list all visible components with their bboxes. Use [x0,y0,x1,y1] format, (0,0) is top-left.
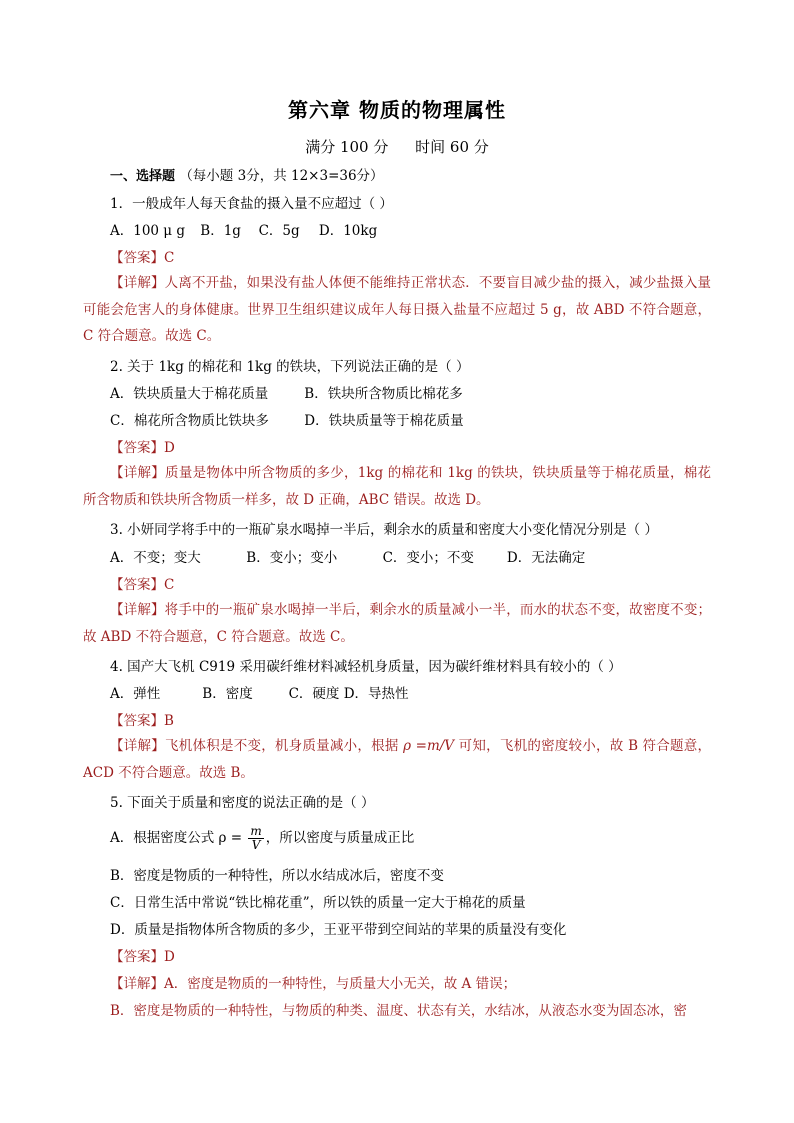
q5-detail-line2: B．密度是物质的一种特性，与物质的种类、温度、状态有关，水结冰，从液态水变为固态冰，密 [110,1003,687,1019]
fraction-numerator: m [250,824,262,838]
q2-option-c: C．棉花所含物质比铁块多 [110,413,269,429]
fraction-denominator: V [251,838,261,852]
time-label: 时间 60 分 [415,138,489,156]
q3-answer: 【答案】C [110,577,175,593]
q3-option-c: C．变小；不变 [382,550,474,566]
q3-option-b: B．变小；变小 [246,550,338,566]
score-label: 满分 100 分 [305,138,389,156]
section-heading [110,166,710,187]
q1-detail: 【详解】人离不开盐，如果没有盐人体便不能维持正常状态．不要盲目减少盐的摄入，减少盐摄入量可能会危害人的身体健康。世界卫生组织建议成年人每日摄入盐量不应超过 5 g，故 ABD 不符合题意，C 符合题意。故选 C。 [83,275,711,344]
q1-answer: 【答案】C [110,250,175,266]
q2-answer: 【答案】D [110,440,175,456]
q4-detail [83,733,711,786]
density-fraction [248,825,263,852]
q5-option-d: D．质量是指物体所含物质的多少，王亚平带到空间站的苹果的质量没有变化 [110,922,567,938]
q3-detail: 【详解】将手中的一瓶矿泉水喝掉一半后，剩余水的质量减小一半，而水的状态不变，故密度不变；故 ABD 不符合题意，C 符合题意。故选 C。 [83,602,711,645]
q4-option-a: A．弹性 [110,686,161,702]
density-formula: ρ =m/V [403,738,455,754]
q1-option-c: C．5g [258,223,300,239]
q2-options-row2 [110,411,710,431]
q1-option-b: B．1g [200,223,241,239]
section-note: （每小题 3分，共 12×3=36分） [179,168,384,184]
q4-detail-start: 【详解】飞机体积是不变，机身质量减小，根据 [110,738,404,754]
q5-option-b: B．密度是物质的一种特性，所以水结成冰后，密度不变 [110,868,444,884]
q2-option-d: D．铁块质量等于棉花质量 [304,413,464,429]
q5-answer: 【答案】D [110,949,175,965]
q2-option-a: A．铁块质量大于棉花质量 [110,386,269,402]
q1-stem: 1．一般成年人每天食盐的摄入量不应超过（ ） [110,196,393,212]
page-subtitle [0,136,794,157]
q2-options-row1 [110,384,710,404]
q3-option-a: A．不变；变大 [110,550,201,566]
q3-option-d: D．无法确定 [506,550,586,566]
q4-answer: 【答案】B [110,713,174,729]
q5-option-c: C．日常生活中常说“铁比棉花重”，所以铁的质量一定大于棉花的质量 [110,895,526,911]
q4-option-c-d: C．硬度 D．导热性 [288,686,409,702]
q5-detail-line1: 【详解】A．密度是物质的一种特性，与质量大小无关，故 A 错误； [110,976,517,992]
q5-stem: 5. 下面关于质量和密度的说法正确的是（ ） [110,795,375,811]
q2-detail: 【详解】质量是物体中所含物质的多少，1kg 的棉花和 1kg 的铁块，铁块质量等于棉花质量，棉花所含物质和铁块所含物质一样多，故 D 正确，ABC 错误。故选 D。 [83,465,711,508]
q4-detail-end: 可知，飞机的密度较小，故 B 符合题意，ACD 不符合题意。故选 B。 [83,738,712,781]
q4-option-b: B．密度 [202,686,253,702]
q4-stem: 4. 国产大飞机 C919 采用碳纤维材料减轻机身质量，因为碳纤维材料具有较小的（ ） [110,659,622,675]
q3-stem: 3. 小妍同学将手中的一瓶矿泉水喝掉一半后，剩余水的质量和密度大小变化情况分别是（ ） [110,522,658,538]
page-title: 第六章 物质的物理属性 [288,98,506,122]
q5-option-a-start: A．根据密度公式 ρ = [110,830,247,846]
q3-options [110,548,710,568]
q1-option-d: D．10kg [318,223,378,239]
section-title: 一、选择题 [110,169,176,184]
q5-option-a-end: ，所以密度与质量成正比 [265,830,415,846]
q2-option-b: B．铁块所含物质比棉花多 [304,386,463,402]
q1-options [110,221,710,241]
q4-options [110,684,710,704]
q2-stem: 2. 关于 1kg 的棉花和 1kg 的铁块，下列说法正确的是（ ） [110,359,470,375]
q5-option-a [110,824,710,852]
q1-option-a: A．100 μ g [110,223,186,239]
